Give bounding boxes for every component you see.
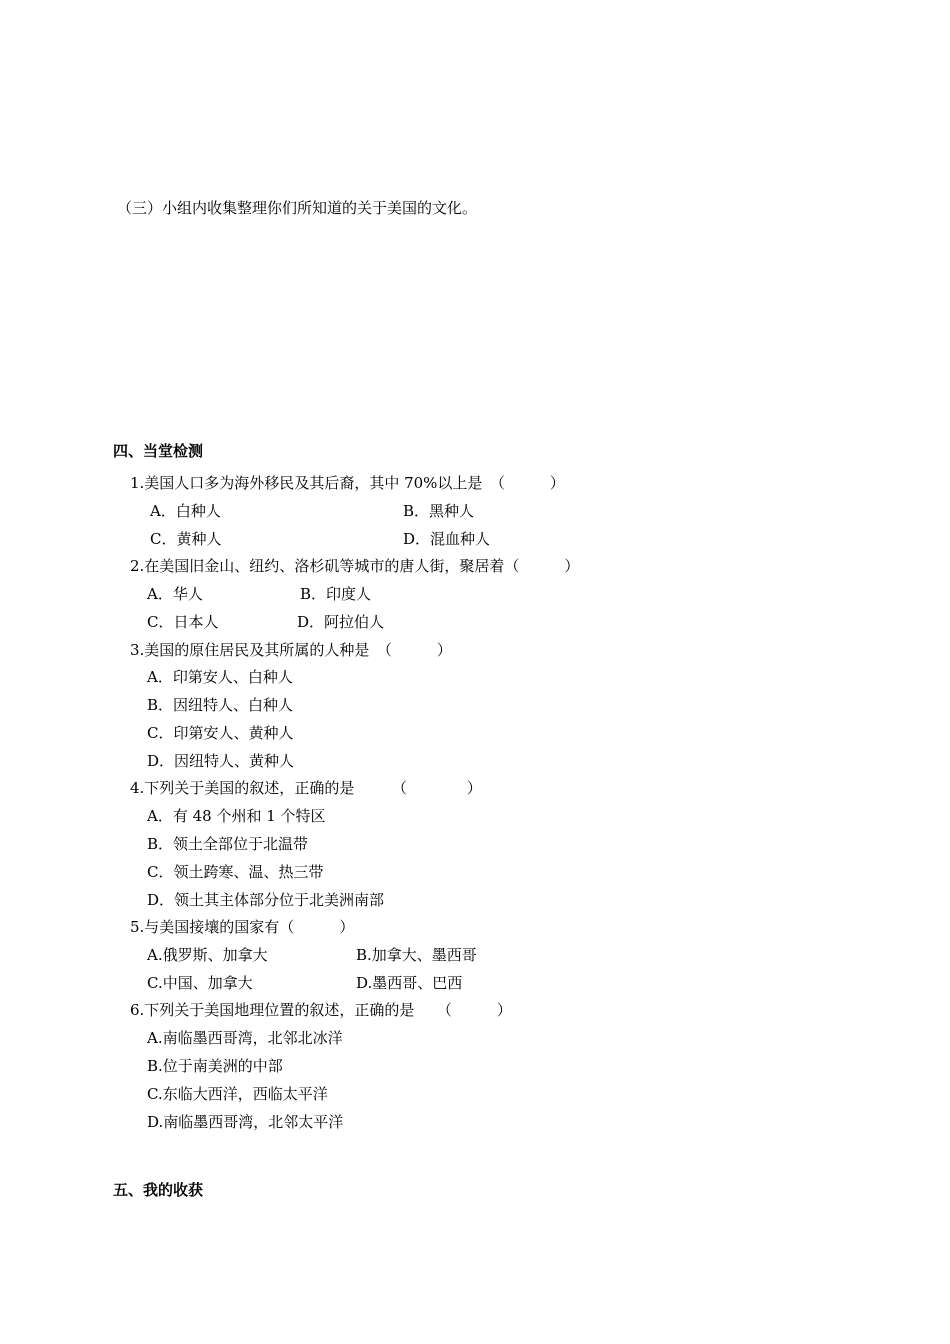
question-3-option-b: B．因纽特人、白种人: [147, 696, 294, 714]
question-5-option-d: D.墨西哥、巴西: [356, 974, 463, 992]
question-6-option-d: D.南临墨西哥湾，北邻太平洋: [147, 1113, 344, 1131]
question-6-option-c: C.东临大西洋，西临太平洋: [147, 1085, 328, 1103]
question-1-option-a: A．白种人: [150, 502, 221, 520]
question-3-option-a: A．印第安人、白种人: [147, 668, 293, 686]
question-4-option-b: B．领土全部位于北温带: [147, 835, 309, 853]
question-5-option-a: A.俄罗斯、加拿大: [147, 946, 268, 964]
section5-heading: 五、我的收获: [113, 1181, 204, 1199]
question-6-option-b: B.位于南美洲的中部: [147, 1057, 283, 1075]
section3-item: （三）小组内收集整理你们所知道的关于美国的文化。: [117, 199, 478, 217]
question-4-option-d: D．领土其主体部分位于北美洲南部: [147, 891, 385, 909]
question-1-option-d: D．混血种人: [403, 530, 491, 548]
question-5-option-b: B.加拿大、墨西哥: [356, 946, 477, 964]
question-1-stem: 1.美国人口多为海外移民及其后裔，其中 70%以上是 （ ）: [130, 474, 565, 492]
question-5-option-c: C.中国、加拿大: [147, 974, 253, 992]
question-3-stem: 3.美国的原住居民及其所属的人种是 （ ）: [130, 641, 452, 659]
question-2-option-b: B．印度人: [300, 585, 372, 603]
question-2-option-c: C．日本人: [147, 613, 219, 631]
question-2-stem: 2.在美国旧金山、纽约、洛杉矶等城市的唐人街，聚居着（ ）: [130, 557, 580, 575]
question-6-stem: 6.下列关于美国地理位置的叙述，正确的是 （ ）: [130, 1001, 512, 1019]
question-2-option-a: A．华人: [147, 585, 203, 603]
question-4-option-c: C．领土跨寒、温、热三带: [147, 863, 324, 881]
question-2-option-d: D．阿拉伯人: [297, 613, 385, 631]
question-1-option-b: B．黑种人: [403, 502, 475, 520]
question-3-option-d: D．因纽特人、黄种人: [147, 752, 295, 770]
question-3-option-c: C．印第安人、黄种人: [147, 724, 294, 742]
section4-heading: 四、当堂检测: [113, 442, 204, 460]
question-6-option-a: A.南临墨西哥湾，北邻北冰洋: [147, 1029, 343, 1047]
question-1-option-c: C．黄种人: [150, 530, 222, 548]
question-4-option-a: A．有 48 个州和 1 个特区: [147, 807, 326, 825]
question-5-stem: 5.与美国接壤的国家有（ ）: [130, 918, 355, 936]
question-4-stem: 4.下列关于美国的叙述，正确的是 （ ）: [130, 779, 482, 797]
